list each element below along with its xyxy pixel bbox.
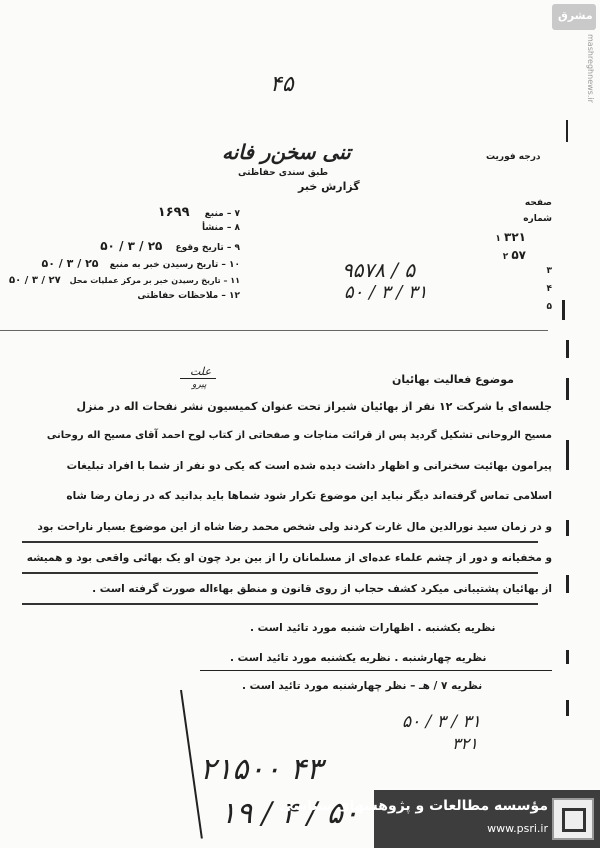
separator-line (0, 330, 548, 331)
subject-note-bottom: پیرو (192, 380, 207, 390)
field-label: ۹ – تاریخ وقوع (175, 243, 240, 253)
body-line: جلسه‌ای با شرکت ۱۲ نفر از بهائیان شیراز تحت عنوان کمیسیون نشر نفحات اله در منزل (76, 400, 552, 413)
left-fields (0, 205, 240, 305)
field-row (42, 257, 240, 270)
handwritten-number-2: ۵۰ / ۳ / ۳۱ (344, 282, 428, 303)
right-margin-mark (566, 440, 569, 470)
field-value: ۲۷ / ۳ / ۵۰ (8, 275, 61, 286)
body-line: و در زمان سید نورالدین مال غارت کردند ولی شخص محمد رضا شاه از این موضوع بسیار ناراحت بود (37, 521, 552, 533)
field-row (137, 291, 240, 301)
field-row (547, 266, 553, 276)
field-label: ۸ – منشأ (201, 223, 240, 233)
field-row (158, 205, 240, 220)
right-margin-mark (566, 650, 569, 664)
field-label: ۱۱ – تاریخ رسیدن خبر بر مرکز عملیات محل (69, 276, 240, 285)
underline-mark (22, 541, 538, 543)
bottom-stamp: ۵۰ / ۳ / ۳۱ (402, 712, 481, 732)
report-body (26, 400, 552, 610)
field-value: ۱۶۹۹ (157, 205, 190, 220)
underline-mark (22, 572, 538, 574)
right-fields (440, 198, 552, 328)
body-line: از بهائیان پشتیبانی میکرد کشف حجاب از روی قانون و منطق بهاءاله صورت گرفته است . (92, 583, 552, 595)
subject-value: فعالیت بهائیان (392, 373, 472, 386)
subject-label: موضوع (475, 373, 514, 386)
header-source: طبق سندی حفاظتی (238, 168, 329, 178)
subject-note-underline (180, 378, 216, 379)
opinion-line: نظریه یکشنبه . اظهارات شنبه مورد تائید است . (250, 622, 496, 634)
right-margin-mark (566, 700, 569, 716)
field-label: ۴ (546, 284, 552, 294)
underline-mark (22, 603, 538, 605)
right-margin-mark (566, 120, 568, 142)
field-label: ۱۲ – ملاحظات حفاظتی (137, 291, 240, 301)
field-value: ۲۵ / ۳ / ۵۰ (41, 257, 99, 270)
field-row (503, 248, 552, 262)
field-row (202, 223, 240, 233)
field-row (547, 284, 553, 294)
field-value: ۳۲۱ (504, 230, 526, 244)
right-margin-mark (566, 520, 569, 536)
field-row (495, 230, 552, 244)
field-label: ۳ (546, 266, 552, 276)
field-label: ۷ – منبع (204, 209, 240, 219)
subject-note-top: علت (190, 365, 212, 378)
right-margin-mark (562, 300, 565, 320)
field-label: ۵ (546, 302, 552, 312)
watermark-logo-text: مشرق (558, 9, 593, 22)
header-stamp: تنی سخن‌ر فانه (222, 140, 351, 164)
field-label: ۱ (495, 234, 501, 244)
field-value: ۲۵ / ۳ / ۵۰ (100, 239, 163, 253)
field-value: ۵۷ (511, 248, 526, 262)
institute-logo-icon (552, 798, 594, 840)
body-line: پیرامون بهائیت سخنرانی و اظهار داشت دیده شده است که یکی دو نفر از شما با افراد تبلیغات (66, 460, 552, 472)
subject-line (392, 373, 514, 386)
bottom-note: ۳۲۱ (452, 734, 478, 753)
right-margin-mark (566, 340, 569, 358)
bottom-date-1: ۲۱۵۰۰ ۴۳ (200, 752, 323, 787)
field-label: صفحه (524, 198, 552, 208)
opinion-line: نظریه چهارشنبه . نظریه یکشنبه مورد تائید است . (230, 652, 487, 664)
field-row (523, 214, 552, 224)
handwritten-number-1: ۹۵۷۸ / ۵ (342, 258, 416, 282)
right-margin-mark (566, 378, 569, 400)
field-row (525, 198, 552, 208)
page-number: ۴۵ (270, 72, 294, 97)
field-label: شماره (523, 214, 552, 224)
right-margin-mark (566, 575, 569, 593)
body-line: و مخفیانه و دور از چشم علماء عده‌ای از مسلمانان را از بین برد چون او یک بهائی واقعی بود و همیشه (26, 552, 552, 564)
field-label: ۱۰ – تاریخ رسیدن خبر به منبع (109, 260, 240, 270)
institute-name: مؤسسه مطالعات و پژوهشهای سیاسی (279, 798, 548, 814)
body-line: اسلامی تماس گرفته‌اند دیگر نباید این موضوع تکرار شود شما‌ها باید بدانید که در زمان رضا شاه (66, 490, 552, 502)
field-label: ۲ (502, 252, 509, 262)
degree-of-urgency: درجه فوریت (486, 152, 541, 162)
watermark-logo (552, 4, 596, 30)
watermark-text: mashreghnews.ir (586, 34, 595, 103)
opinion-underline (200, 670, 552, 671)
bottom-date-2: ۱۹ / ۴ / ۵۰ (220, 796, 359, 831)
institute-url: www.psri.ir (487, 822, 548, 835)
field-row (547, 302, 553, 312)
field-row (9, 275, 240, 286)
report-title: گزارش خبر (298, 180, 360, 193)
field-row (100, 239, 240, 253)
body-line: مسیح الروحانی تشکیل گردید پس از قرائت مناجات و صفحاتی از کتاب لوح احمد آقای مسیح اله روحانی (46, 430, 552, 441)
opinion-line: نظریه ۷ / هـ – نظر چهارشنبه مورد تائید است . (242, 680, 483, 692)
